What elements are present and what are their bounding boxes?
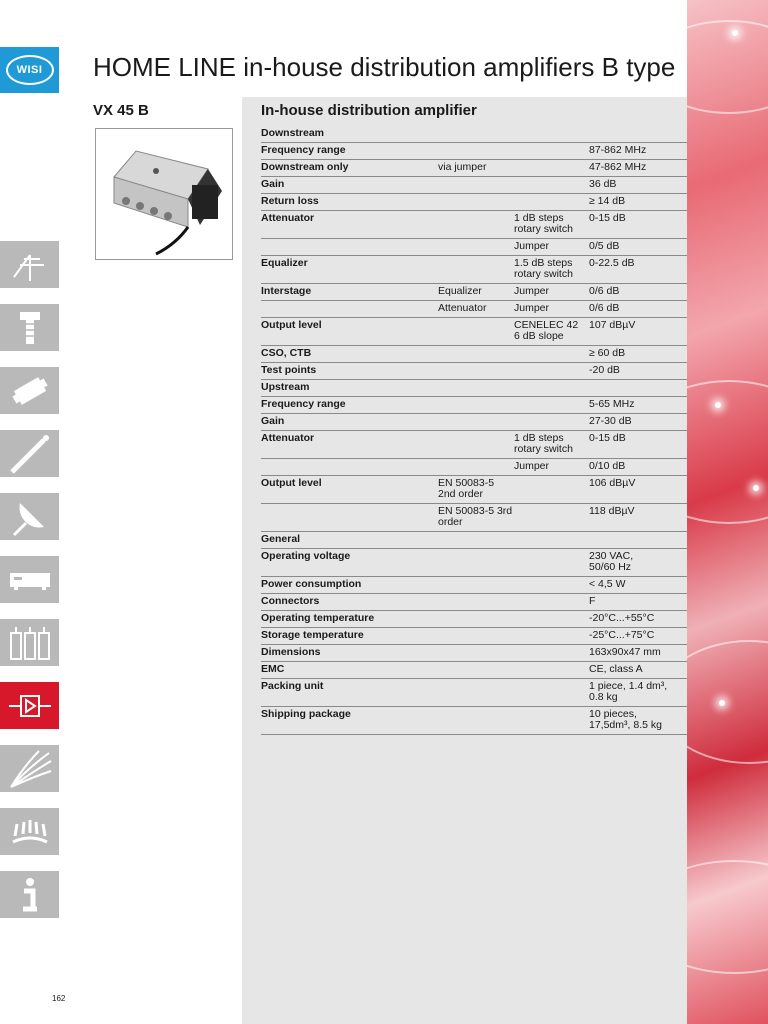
- spec-label: Downstream only: [261, 161, 349, 173]
- spec-detail: [514, 707, 589, 735]
- spec-condition: [438, 594, 514, 611]
- spec-value: < 4,5 W: [589, 578, 626, 590]
- spec-condition: [438, 256, 514, 284]
- spec-condition: [438, 211, 514, 239]
- table-row: [261, 628, 687, 645]
- spec-detail: [514, 177, 589, 194]
- spec-label: Packing unit: [261, 680, 324, 692]
- spec-detail: [514, 504, 589, 532]
- section-title: In-house distribution amplifier: [261, 102, 477, 119]
- spec-condition: [438, 194, 514, 211]
- table-row: [261, 301, 687, 318]
- table-row: [261, 363, 687, 380]
- spec-value: 0-22.5 dB: [589, 257, 635, 269]
- spec-condition: [438, 532, 514, 549]
- spec-value: [589, 126, 687, 143]
- spec-detail: [514, 628, 589, 645]
- table-row: [261, 414, 687, 431]
- spec-detail: Jumper: [514, 302, 550, 314]
- spec-value: 0/10 dB: [589, 460, 626, 472]
- logo-text: WISI: [6, 55, 54, 85]
- table-row: [261, 577, 687, 594]
- amplifier-icon[interactable]: [0, 682, 59, 729]
- spec-condition: [438, 707, 514, 735]
- spec-detail: [514, 611, 589, 628]
- spec-detail: Jumper: [514, 285, 550, 297]
- table-row: [261, 431, 687, 459]
- spec-condition: Attenuator: [438, 302, 487, 314]
- table-row: [261, 679, 687, 707]
- table-row: [261, 239, 687, 256]
- spec-label: [261, 504, 438, 532]
- spec-detail: Jumper: [514, 460, 550, 472]
- satellite-dish-icon[interactable]: [0, 493, 59, 540]
- cable-icon[interactable]: [0, 430, 59, 477]
- table-row: [261, 160, 687, 177]
- table-row: [261, 143, 687, 160]
- spec-label: Downstream: [261, 127, 325, 139]
- spec-label: Frequency range: [261, 398, 346, 410]
- spec-label: [261, 301, 438, 318]
- spec-label: Frequency range: [261, 144, 346, 156]
- spec-label: Power consumption: [261, 578, 362, 590]
- spec-value: 107 dBµV: [589, 319, 636, 331]
- spec-condition: [438, 431, 514, 459]
- spec-detail: 1 dB steps rotary switch: [514, 432, 573, 455]
- spec-value: F: [589, 595, 596, 607]
- spec-value: 1 piece, 1.4 dm³, 0.8 kg: [589, 680, 668, 703]
- spec-label: Equalizer: [261, 257, 308, 269]
- spec-detail: [514, 679, 589, 707]
- spec-label: [261, 459, 438, 476]
- spec-detail: 1 dB steps rotary switch: [514, 212, 573, 235]
- spec-label: Output level: [261, 477, 322, 489]
- spec-label: Test points: [261, 364, 317, 376]
- screw-icon[interactable]: [0, 304, 59, 351]
- spec-label: Operating temperature: [261, 612, 375, 624]
- spec-detail: [514, 476, 589, 504]
- spec-detail: [514, 160, 589, 177]
- page-title: HOME LINE in-house distribution amplifiers B type: [93, 52, 676, 82]
- spec-condition: [438, 679, 514, 707]
- spec-condition: [438, 459, 514, 476]
- table-row: [261, 380, 687, 397]
- spec-label: EMC: [261, 663, 285, 675]
- spec-detail: [514, 397, 589, 414]
- spec-condition: [438, 363, 514, 380]
- spec-detail: [514, 549, 589, 577]
- spec-value: 47-862 MHz: [589, 161, 647, 173]
- spec-condition: [438, 549, 514, 577]
- spec-condition: [438, 611, 514, 628]
- spec-value: 10 pieces, 17,5dm³, 8.5 kg: [589, 708, 662, 731]
- spec-value: 0/5 dB: [589, 240, 620, 252]
- spec-detail: [514, 346, 589, 363]
- table-row: [261, 645, 687, 662]
- spec-detail: [514, 126, 589, 143]
- spec-detail: CENELEC 42 6 dB slope: [514, 319, 579, 342]
- spec-label: Connectors: [261, 595, 320, 607]
- receiver-icon[interactable]: [0, 556, 59, 603]
- spec-value: 0-15 dB: [589, 432, 626, 444]
- spec-condition: via jumper: [438, 161, 487, 173]
- spec-label: Attenuator: [261, 212, 315, 224]
- table-row: [261, 284, 687, 301]
- spec-value: [589, 380, 687, 397]
- spec-label: Operating voltage: [261, 550, 351, 562]
- spec-label: Gain: [261, 415, 285, 427]
- spec-value: ≥ 14 dB: [589, 195, 626, 207]
- spec-condition: [438, 126, 514, 143]
- spec-label: Storage temperature: [261, 629, 364, 641]
- decorative-band: [687, 0, 768, 1024]
- spec-condition: [438, 414, 514, 431]
- model-name: VX 45 B: [93, 102, 149, 119]
- spec-detail: [514, 645, 589, 662]
- spec-value: 5-65 MHz: [589, 398, 635, 410]
- spec-detail: [514, 363, 589, 380]
- spec-value: 118 dBµV: [589, 505, 635, 517]
- spec-detail: [514, 662, 589, 679]
- spec-label: Return loss: [261, 195, 319, 207]
- spec-condition: [438, 645, 514, 662]
- table-row: [261, 126, 687, 143]
- spec-condition: [438, 380, 514, 397]
- spec-value: ≥ 60 dB: [589, 347, 626, 359]
- spec-value: 0-15 dB: [589, 212, 626, 224]
- antenna-icon[interactable]: [0, 241, 59, 288]
- table-row: [261, 504, 687, 532]
- spec-label: CSO, CTB: [261, 347, 312, 359]
- table-row: [261, 256, 687, 284]
- spec-detail: [514, 577, 589, 594]
- table-row: [261, 707, 687, 735]
- spec-detail: [514, 194, 589, 211]
- table-row: [261, 177, 687, 194]
- spec-table: [261, 126, 687, 735]
- spec-label: Shipping package: [261, 708, 351, 720]
- spec-value: 0/6 dB: [589, 302, 620, 314]
- spec-label: Upstream: [261, 381, 310, 393]
- table-row: [261, 194, 687, 211]
- spec-value: 36 dB: [589, 178, 617, 190]
- spec-label: Interstage: [261, 285, 312, 297]
- spec-value: -20 dB: [589, 364, 620, 376]
- product-image: [95, 128, 233, 260]
- fiber-icon[interactable]: [0, 745, 59, 792]
- wisi-logo: [0, 47, 59, 93]
- table-row: [261, 346, 687, 363]
- spec-condition: [438, 239, 514, 256]
- spec-condition: [438, 397, 514, 414]
- spec-value: 27-30 dB: [589, 415, 632, 427]
- spec-value: 87-862 MHz: [589, 144, 647, 156]
- spec-condition: [438, 177, 514, 194]
- table-row: [261, 459, 687, 476]
- spec-value: [589, 532, 687, 549]
- spec-label: Output level: [261, 319, 322, 331]
- category-sidebar: [0, 241, 59, 934]
- table-row: [261, 476, 687, 504]
- spec-detail: [514, 532, 589, 549]
- page-number: 162: [52, 994, 66, 1003]
- table-row: [261, 594, 687, 611]
- spec-detail: 1.5 dB steps rotary switch: [514, 257, 573, 280]
- info-icon[interactable]: [0, 871, 59, 918]
- spec-condition: [438, 662, 514, 679]
- spec-label: Attenuator: [261, 432, 315, 444]
- spec-detail: Jumper: [514, 240, 550, 252]
- spec-condition: [438, 318, 514, 346]
- table-row: [261, 318, 687, 346]
- spec-detail: [514, 594, 589, 611]
- connector-icon[interactable]: [0, 367, 59, 414]
- table-row: [261, 611, 687, 628]
- spec-value: 106 dBµV: [589, 477, 636, 489]
- spec-value: CE, class A: [589, 663, 643, 675]
- spec-condition: [438, 577, 514, 594]
- multiswitch-icon[interactable]: [0, 619, 59, 666]
- spec-value: 163x90x47 mm: [589, 646, 661, 658]
- spec-value: -25°C...+75°C: [589, 629, 655, 641]
- crown-icon[interactable]: [0, 808, 59, 855]
- table-row: [261, 532, 687, 549]
- spec-label: Dimensions: [261, 646, 321, 658]
- spec-detail: [514, 143, 589, 160]
- spec-condition: [438, 346, 514, 363]
- table-row: [261, 549, 687, 577]
- spec-condition: [438, 628, 514, 645]
- spec-value: -20°C...+55°C: [589, 612, 655, 624]
- spec-condition: EN 50083-5 2nd order: [438, 477, 495, 500]
- spec-condition: EN 50083-5 3rd order: [438, 505, 513, 528]
- table-row: [261, 211, 687, 239]
- spec-condition: [438, 143, 514, 160]
- spec-label: [261, 239, 438, 256]
- spec-label: General: [261, 533, 301, 545]
- table-row: [261, 662, 687, 679]
- spec-condition: Equalizer: [438, 285, 482, 297]
- spec-detail: [514, 380, 589, 397]
- spec-label: Gain: [261, 178, 285, 190]
- table-row: [261, 397, 687, 414]
- spec-value: 230 VAC, 50/60 Hz: [589, 550, 634, 573]
- spec-detail: [514, 414, 589, 431]
- spec-value: 0/6 dB: [589, 285, 620, 297]
